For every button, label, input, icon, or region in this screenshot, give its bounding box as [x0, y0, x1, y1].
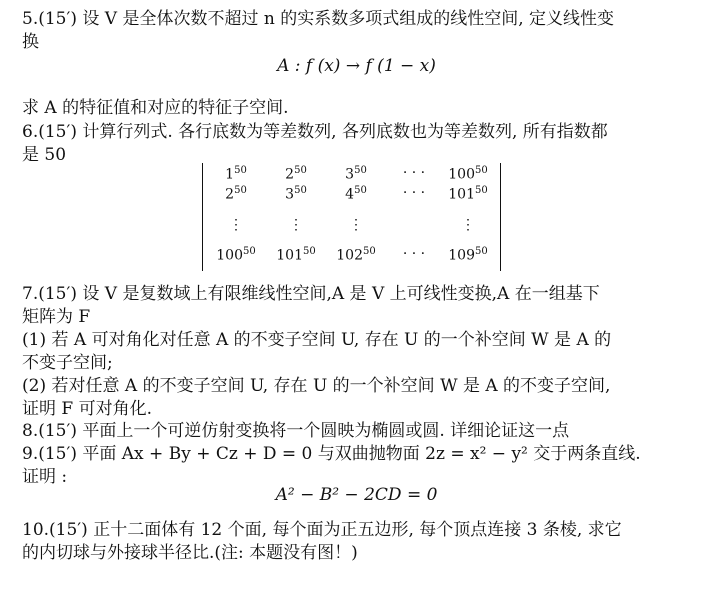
problem-7-line-5: (2) 若对任意 A 的不变子空间 U, 存在 U 的一个补空间 W 是 A 的不变子空间,	[22, 376, 611, 396]
det-cell-r4c2: $101^{50}$	[276, 246, 316, 264]
det-cell-r2c2: $3^{50}$	[285, 185, 307, 203]
det-vdots-c1: ⋮	[229, 217, 243, 233]
problem-5-line-1: 5.(15′) 设 V 是全体次数不超过 n 的实系数多项式组成的线性空间, 定义线性变	[22, 9, 615, 29]
problem-7-line-3: (1) 若 A 可对角化对任意 A 的不变子空间 U, 存在 U 的一个补空间 W 是 A 的	[22, 330, 612, 350]
det-cell-r1c4: · · ·	[402, 165, 426, 181]
problem-5-equation: A : f (x) → f (1 − x)	[277, 56, 436, 76]
problem-9-line-1: 9.(15′) 平面 Ax + By + Cz + D = 0 与双曲抛物面 2z = x² − y² 交于两条直线.	[22, 444, 641, 464]
det-cell-r1c2: $2^{50}$	[285, 165, 307, 183]
problem-5-line-2: 换	[22, 32, 39, 52]
problem-10-line-2: 的内切球与外接球半径比.(注: 本题没有图！)	[22, 543, 358, 563]
problem-10-line-1: 10.(15′) 正十二面体有 12 个面, 每个面为正五边形, 每个顶点连接 3 条棱, 求它	[22, 520, 622, 540]
det-cell-r1c1: $1^{50}$	[225, 165, 247, 183]
det-cell-r2c5: $101^{50}$	[448, 185, 488, 203]
problem-6-line-2: 是 50	[22, 145, 67, 165]
determinant-left-bar	[202, 163, 203, 271]
problem-6-line-1: 6.(15′) 计算行列式. 各行底数为等差数列, 各列底数也为等差数列, 所有指数都	[22, 122, 608, 142]
det-vdots-c2: ⋮	[289, 217, 303, 233]
det-cell-r4c1: $100^{50}$	[216, 246, 256, 264]
determinant	[202, 163, 502, 273]
problem-5-line-3: 求 A 的特征值和对应的特征子空间.	[22, 98, 289, 118]
problem-7-line-1: 7.(15′) 设 V 是复数域上有限维线性空间,A 是 V 上可线性变换,A 在一组基下	[22, 284, 600, 304]
problem-9-equation: A² − B² − 2CD = 0	[275, 485, 438, 505]
det-cell-r2c1: $2^{50}$	[225, 185, 247, 203]
det-cell-r1c3: $3^{50}$	[345, 165, 367, 183]
problem-8-line-1: 8.(15′) 平面上一个可逆仿射变换将一个圆映为椭圆或圆. 详细论证这一点	[22, 421, 570, 441]
det-cell-r2c3: $4^{50}$	[345, 185, 367, 203]
problem-7-line-4: 不变子空间;	[22, 353, 113, 373]
det-cell-r4c4: · · ·	[402, 246, 426, 262]
determinant-right-bar	[500, 163, 501, 271]
problem-9-line-2: 证明 :	[22, 467, 68, 487]
det-cell-r1c5: $100^{50}$	[448, 165, 488, 183]
det-cell-r4c3: $102^{50}$	[336, 246, 376, 264]
problem-7-line-2: 矩阵为 F	[22, 307, 91, 327]
problem-7-line-6: 证明 F 可对角化.	[22, 399, 153, 419]
det-vdots-c5: ⋮	[461, 217, 475, 233]
det-vdots-c3: ⋮	[349, 217, 363, 233]
det-cell-r4c5: $109^{50}$	[448, 246, 488, 264]
det-cell-r2c4: · · ·	[402, 185, 426, 201]
